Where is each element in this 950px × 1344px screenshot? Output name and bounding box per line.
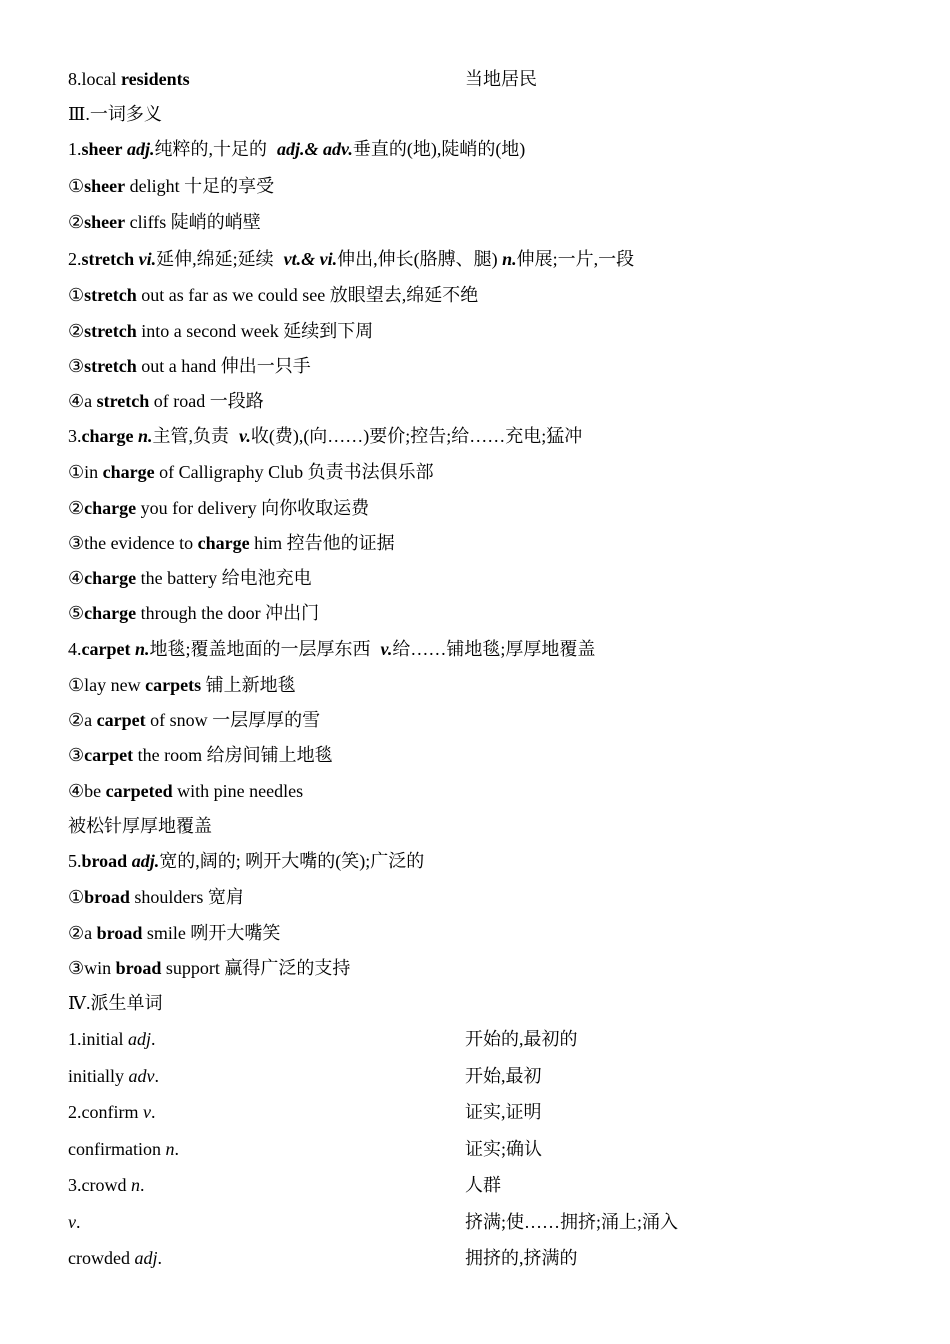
part-of-speech: vi. — [138, 248, 157, 269]
example-line: ①in charge of Calligraphy Club 负责书法俱乐部 — [68, 462, 434, 483]
word-header-sheer: 1.sheer adj.纯粹的,十足的 adj.& adv.垂直的(地),陡峭的(地) — [68, 139, 526, 160]
part-of-speech: n. — [137, 426, 153, 447]
definition: 垂直的(地),陡峭的(地) — [352, 139, 526, 160]
example-line: ②a broad smile 咧开大嘴笑 — [68, 922, 281, 943]
example-line: ③carpet the room 给房间铺上地毯 — [68, 745, 333, 766]
derivative-row: 2.confirm v. 证实,证明 — [68, 1102, 542, 1123]
definition: 伸出,伸长(胳膊、腿) — [337, 248, 498, 269]
entry-chinese: 当地居民 — [465, 69, 537, 89]
headword: sheer — [81, 139, 123, 160]
definition: 纯粹的,十足的 — [154, 139, 267, 160]
example-line: ④be carpeted with pine needles — [68, 780, 304, 801]
headword: broad — [81, 851, 128, 871]
vocab-entry-residents — [68, 62, 888, 97]
definition: 收(费),(向……)要价;控告;给……充电;猛冲 — [250, 426, 583, 447]
word-header-broad: 5.broad adj.宽的,阔的; 咧开大嘴的(笑);广泛的 — [68, 851, 425, 871]
derivative-row: confirmation n. 证实;确认 — [68, 1138, 543, 1159]
entry-prefix: 8.local — [68, 69, 121, 89]
part-of-speech: adj. — [131, 851, 160, 871]
example-line: ③stretch out a hand 伸出一只手 — [68, 355, 311, 376]
headword: charge — [81, 426, 134, 447]
example-line: ②charge you for delivery 向你收取运费 — [68, 497, 370, 518]
example-line: ①stretch out as far as we could see 放眼望去,绵延不绝 — [68, 285, 479, 306]
part-of-speech: adj.& adv. — [277, 139, 353, 160]
word-header-stretch: 2.stretch vi.延伸,绵延;延续 vt.& vi.伸出,伸长(胳膊、腿) n.伸展;一片,一段 — [68, 248, 635, 269]
example-line: ⑤charge through the door 冲出门 — [68, 603, 320, 624]
example-line: ①lay new carpets 铺上新地毯 — [68, 674, 296, 695]
example-line: ②stretch into a second week 延续到下周 — [68, 320, 374, 341]
word-header-charge: 3.charge n.主管,负责 v.收(费),(向……)要价;控告;给……充电;猛冲 — [68, 426, 583, 447]
derivative-row: crowded adj. 拥挤的,挤满的 — [68, 1248, 578, 1269]
example-line: ③the evidence to charge him 控告他的证据 — [68, 533, 395, 553]
example-line: ②sheer cliffs 陡峭的峭壁 — [68, 212, 261, 233]
entry-english — [68, 62, 465, 97]
definition: 地毯;覆盖地面的一层厚东西 — [149, 638, 371, 659]
example-line: ①broad shoulders 宽肩 — [68, 887, 244, 908]
part-of-speech: n. — [134, 638, 150, 659]
word-header-carpet: 4.carpet n.地毯;覆盖地面的一层厚东西 v.给……铺地毯;厚厚地覆盖 — [68, 638, 596, 659]
example-line: ③win broad support 赢得广泛的支持 — [68, 957, 351, 978]
example-line: ①sheer delight 十足的享受 — [68, 175, 275, 196]
part-of-speech: v. — [380, 638, 393, 659]
example-line: ②a carpet of snow 一层厚厚的雪 — [68, 710, 321, 731]
definition: 宽的,阔的; 咧开大嘴的(笑);广泛的 — [159, 851, 425, 871]
section-heading-derivatives: Ⅳ.派生单词 — [68, 993, 163, 1014]
derivative-row: 1.initial adj. 开始的,最初的 — [68, 1029, 578, 1050]
derivative-row: initially adv. 开始,最初 — [68, 1065, 542, 1086]
derivative-row: 3.crowd n. 人群 — [68, 1175, 501, 1196]
entry-keyword: residents — [120, 69, 190, 89]
derivative-row: v. 挤满;使……拥挤;涌上;涌入 — [68, 1211, 679, 1232]
example-translation: 被松针厚厚地覆盖 — [68, 815, 212, 836]
definition: 主管,负责 — [152, 426, 229, 447]
section-heading-polysemy: Ⅲ.一词多义 — [68, 104, 162, 125]
headword: stretch — [81, 248, 135, 269]
part-of-speech: v. — [239, 426, 251, 447]
document-page — [68, 62, 888, 1277]
example-line: ④a stretch of road 一段路 — [68, 390, 264, 411]
definition: 伸展;一片,一段 — [516, 248, 635, 269]
part-of-speech: adj. — [126, 139, 155, 160]
example-line: ④charge the battery 给电池充电 — [68, 568, 312, 589]
definition: 延伸,绵延;延续 — [156, 248, 274, 269]
definition: 给……铺地毯;厚厚地覆盖 — [392, 638, 596, 659]
part-of-speech: n. — [502, 248, 517, 269]
part-of-speech: vt.& vi. — [283, 248, 338, 269]
headword: carpet — [81, 638, 131, 659]
